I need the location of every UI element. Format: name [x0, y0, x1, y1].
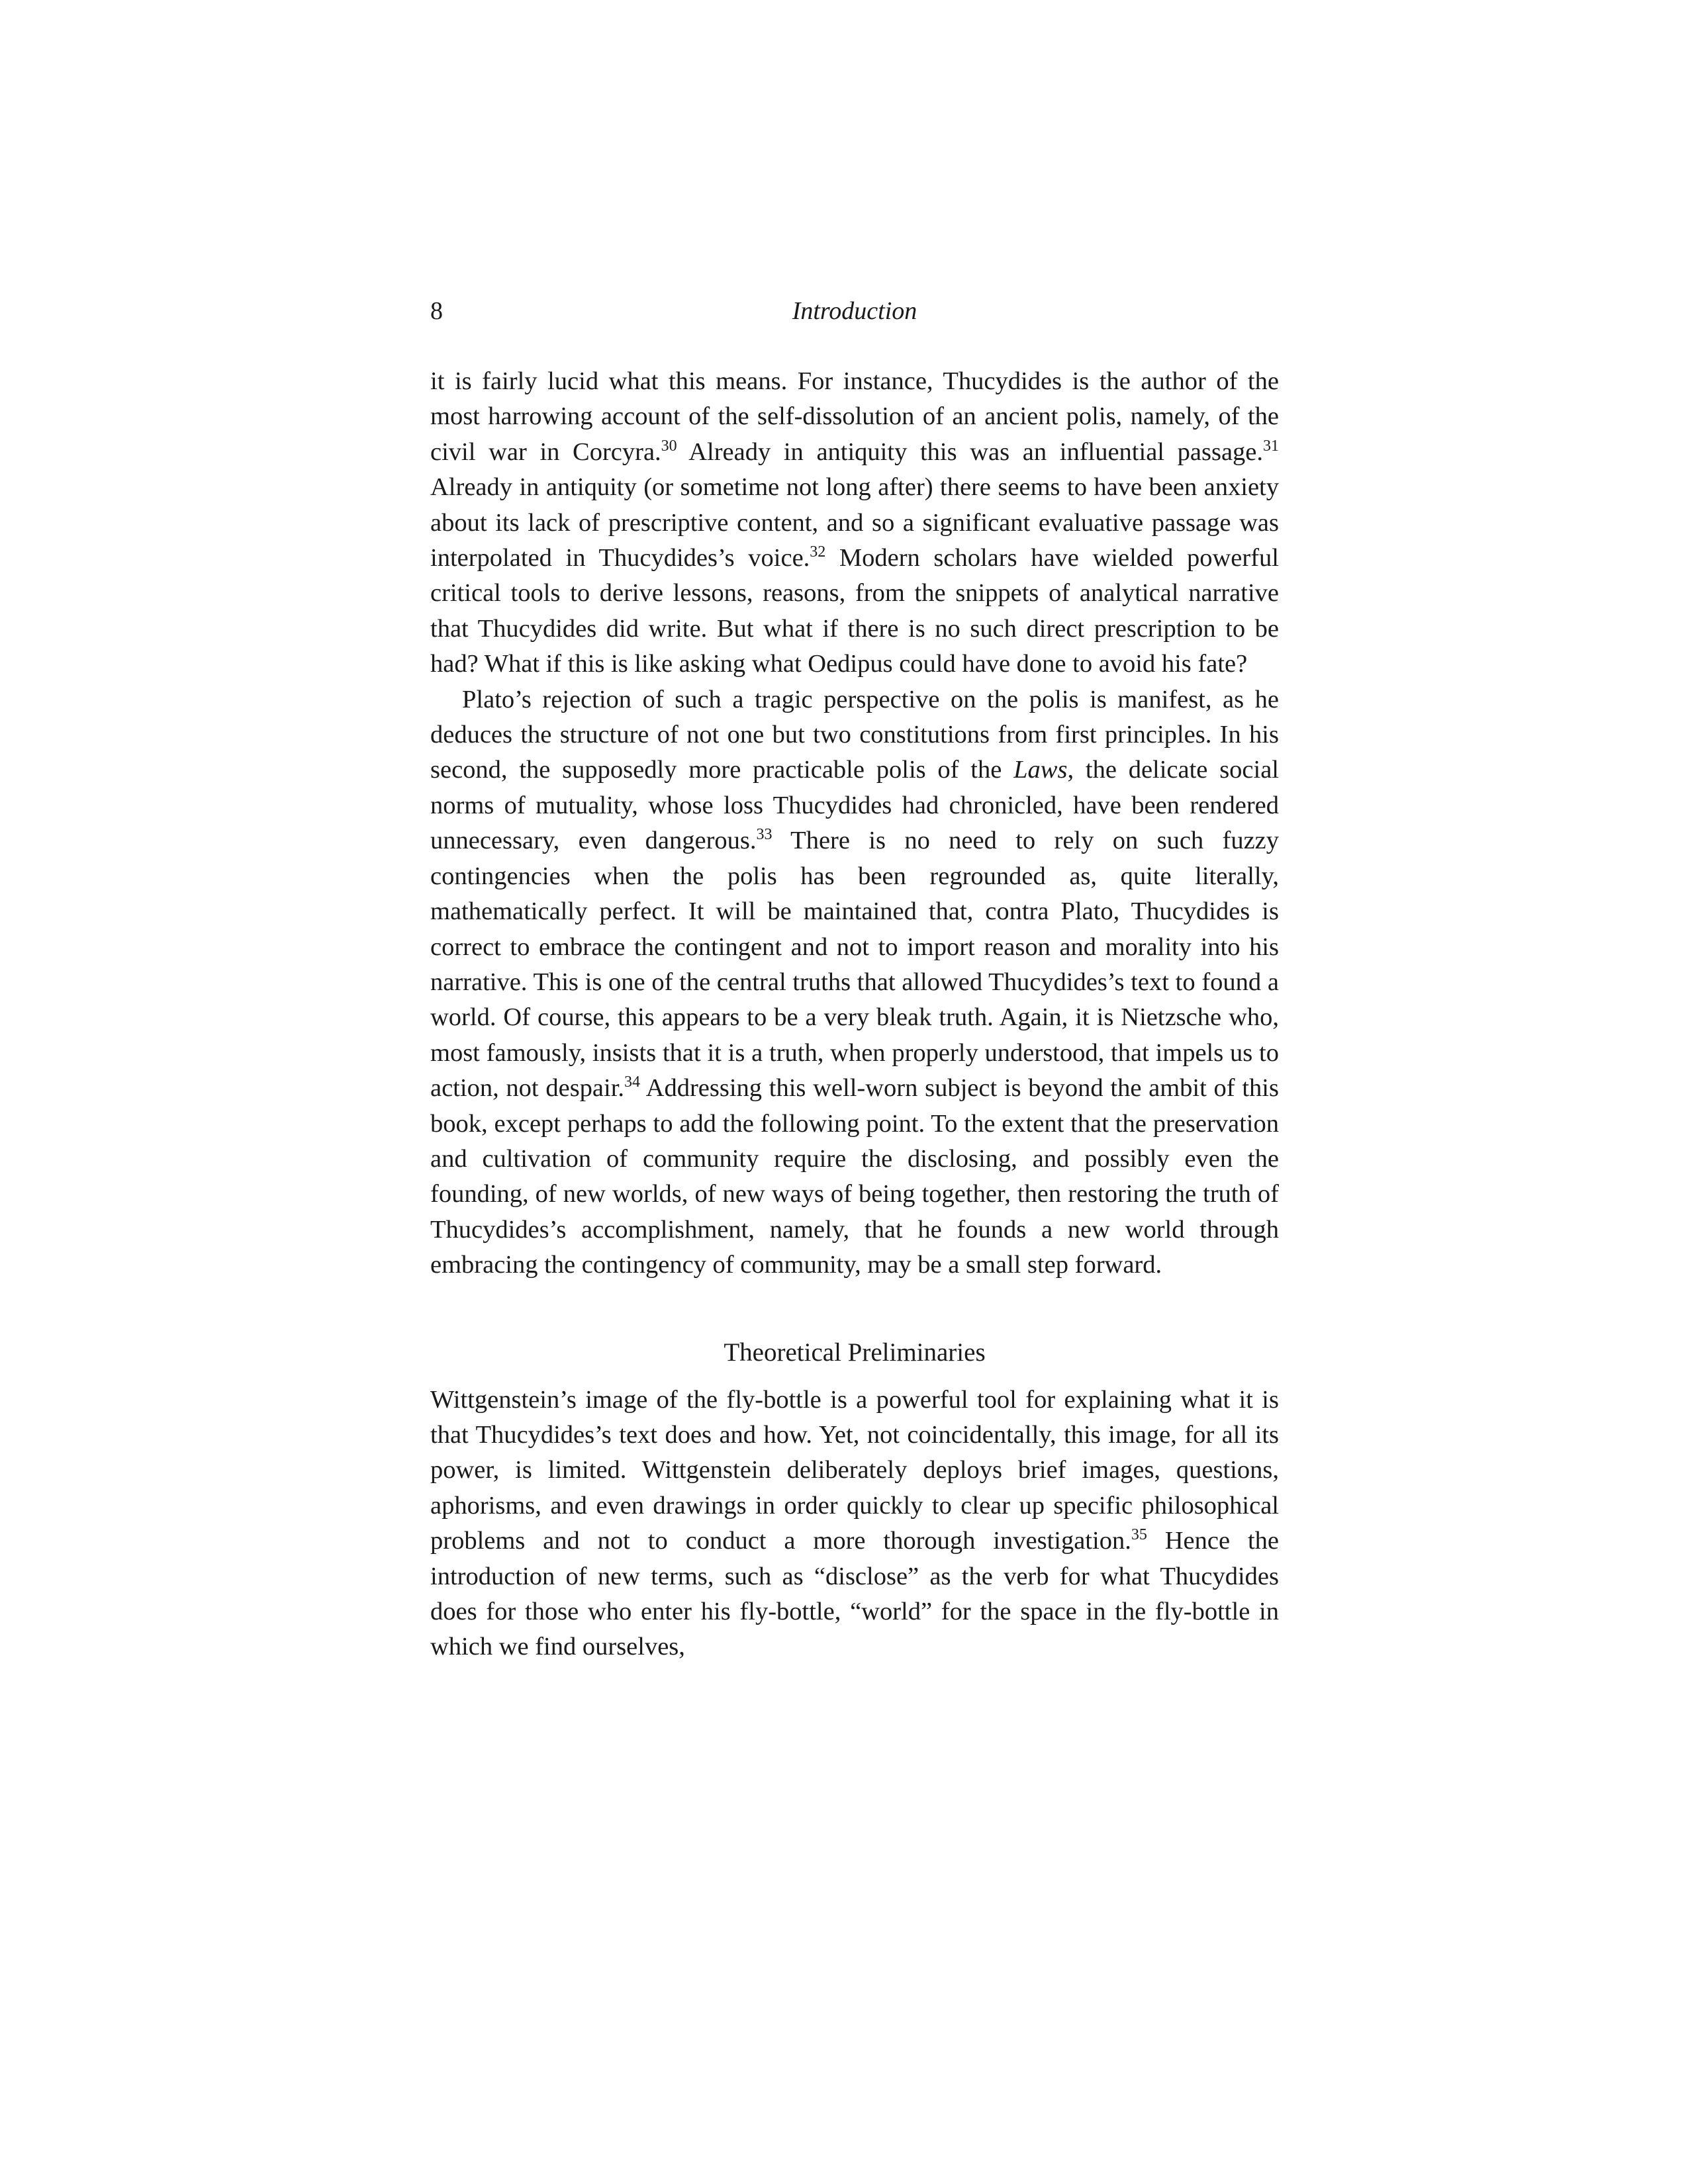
footnote-ref-34[interactable]: 34 [624, 1073, 641, 1091]
footnote-ref-32[interactable]: 32 [810, 543, 826, 561]
footnote-ref-30[interactable]: 30 [661, 437, 677, 455]
footnote-ref-33[interactable]: 33 [756, 826, 773, 844]
paragraph-2 [430, 682, 1279, 1283]
footnote-ref-31[interactable]: 31 [1263, 437, 1279, 455]
page-number: 8 [430, 297, 443, 325]
running-head [430, 291, 1279, 331]
paragraph-1-text-3: Already in antiquity (or sometime not long after) there seems to have been anxiety about its lack of prescriptive content, and so a significant evaluative passage was interpolated in Thucydides’s voice. [430, 473, 1279, 572]
laws-title: Laws [1013, 756, 1068, 784]
paragraph-2-text-4: Addressing this well-worn subject is beyond the ambit of this book, except perhaps to add the following point. To the extent that the preservation and cultivation of community require the disclosing, and possibly even the founding, of new worlds, of new ways of being together, then restoring the truth of Thucydides’s accomplishment, namely, that he founds a new world through embracing the contingency of community, may be a small step forward. [430, 1074, 1279, 1279]
running-title: Introduction [792, 297, 917, 325]
body-text [430, 364, 1279, 1665]
paragraph-3-text-1: Wittgenstein’s image of the fly-bottle is a powerful tool for explaining what it is that Thucydides’s text does and how. Yet, not coincidentally, this image, for all its power, is limited. Wittgenstein deliberately deploys brief images, questions, aphorisms, and even drawings in order quickly to clear up specific philosophical problems and not to conduct a more thorough investigation. [430, 1385, 1279, 1555]
paragraph-2-text-3: There is no need to rely on such fuzzy contingencies when the polis has been regrounded as, quite literally, mathematically perfect. It will be maintained that, contra Plato, Thucydides is correct to embrace the contingent and not to import reason and morality into his narrative. This is one of the central truths that allowed Thucydides’s text to found a world. Of course, this appears to be a very bleak truth. Again, it is Nietzsche who, most famously, insists that it is a truth, when properly understood, that impels us to action, not despair. [430, 827, 1280, 1103]
paragraph-1-text-4: Modern scholars have wielded powerful critical tools to derive lessons, reasons, from the snippets of analytical narrative that Thucydides did write. But what if there is no such direct prescription to be had? What if this is like asking what Oedipus could have done to avoid his fate? [430, 544, 1279, 678]
paragraph-1-text-1: it is fairly lucid what this means. For instance, Thucydides is the author of the most harrowing account of the self-dissolution of an ancient polis, namely, of the civil war in Corcyra. [430, 367, 1279, 466]
footnote-ref-35[interactable]: 35 [1131, 1526, 1147, 1544]
paragraph-3 [430, 1383, 1279, 1665]
paragraph-2-text-2: , the delicate social norms of mutuality, whose loss Thucydides had chronicled, have been rendered unnecessary, even dangerous. [430, 756, 1279, 855]
section-heading: Theoretical Preliminaries [724, 1338, 986, 1367]
paragraph-3-text-2: Hence the introduction of new terms, such as “disclose” as the verb for what Thucydides does for those who enter his fly-bottle, “world” for the space in the fly-bottle in which we find ourselves, [430, 1527, 1279, 1661]
paragraph-2-text-1: Plato’s rejection of such a tragic perspective on the polis is manifest, as he deduces the structure of not one but two constitutions from first principles. In his second, the supposedly more practicable polis of the [430, 685, 1279, 784]
paragraph-1-text-2: Already in antiquity this was an influential passage. [677, 437, 1263, 466]
book-page [430, 291, 1279, 1665]
paragraph-1 [430, 364, 1279, 682]
